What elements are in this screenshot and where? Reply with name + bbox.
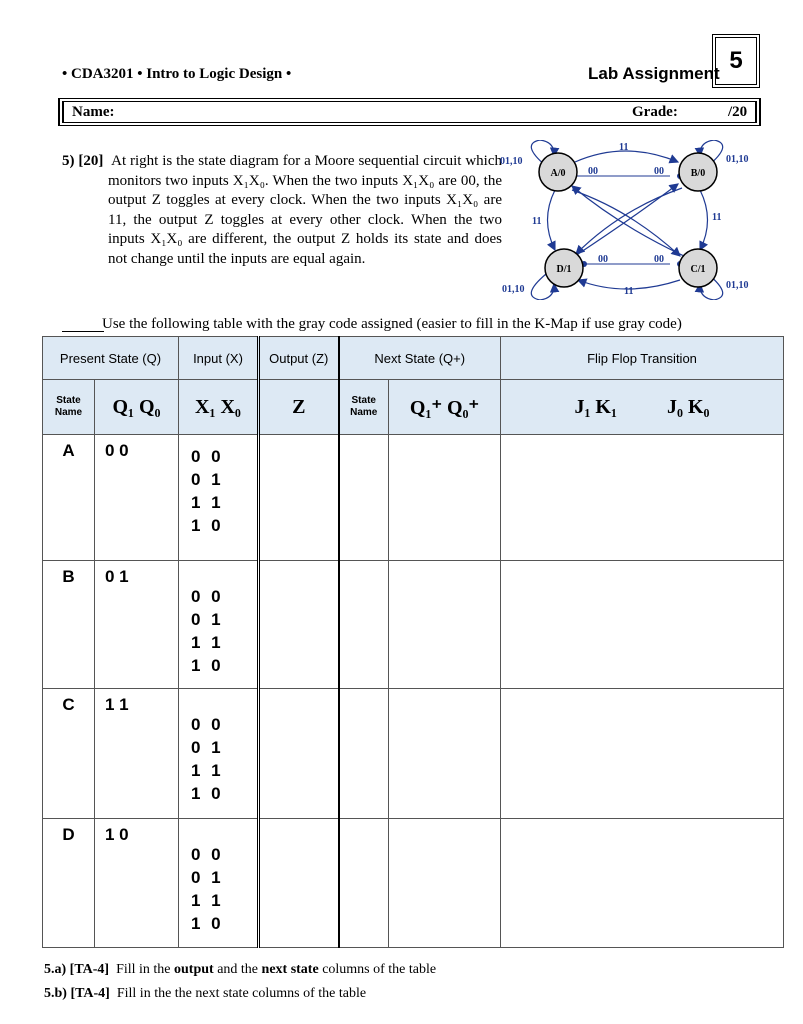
label-a-00: 00	[588, 166, 598, 177]
next-state-code-cell[interactable]	[389, 689, 501, 819]
problem-statement	[62, 152, 502, 269]
state-name-cell: D	[43, 819, 95, 948]
ff-transition-cell[interactable]	[501, 689, 784, 819]
next-state-name-cell[interactable]	[339, 819, 389, 948]
header-next-state-name: State Name	[339, 380, 389, 435]
header-q1q0-plus: Q₁⁺ Q₀⁺	[389, 380, 501, 435]
header-z: Z	[259, 380, 339, 435]
divider	[62, 331, 104, 332]
state-a	[539, 153, 577, 191]
output-cell[interactable]	[259, 689, 339, 819]
table-row	[43, 819, 784, 948]
inputs-cell: 0 0 0 1 1 1 1 0	[179, 435, 259, 561]
header-x1x0: X₁ X₀	[179, 380, 259, 435]
inputs-cell: 0 0 0 1 1 1 1 0	[179, 819, 259, 948]
header-present-state: Present State (Q)	[43, 337, 179, 380]
state-code-cell: 0 0	[95, 435, 179, 561]
state-code-cell: 0 1	[95, 561, 179, 689]
svg-text:C/1: C/1	[690, 264, 706, 275]
header-q1q0: Q₁ Q₀	[95, 380, 179, 435]
transition-b-c-11	[700, 190, 708, 250]
next-state-name-cell[interactable]	[339, 561, 389, 689]
state-d	[545, 249, 583, 287]
output-cell[interactable]	[259, 435, 339, 561]
ff-transition-cell[interactable]	[501, 819, 784, 948]
label-dc-bottom: 11	[624, 286, 634, 297]
state-name-cell: A	[43, 435, 95, 561]
inputs-cell: 0 0 0 1 1 1 1 0	[179, 689, 259, 819]
header-next-state: Next State (Q+)	[339, 337, 501, 380]
next-state-code-cell[interactable]	[389, 819, 501, 948]
task-5a: 5.a) [TA-4] Fill in the output and the next state columns of the table	[44, 962, 437, 977]
header-ff-transition: Flip Flop Transition	[501, 337, 784, 380]
grade-label: Grade:	[632, 104, 678, 120]
task-5b: 5.b) [TA-4] Fill in the the next state columns of the table	[44, 986, 367, 1001]
state-table	[42, 336, 784, 948]
state-c	[679, 249, 717, 287]
label-d-00: 00	[598, 254, 608, 265]
problem-number: 5) [20]	[62, 153, 104, 169]
header-output: Output (Z)	[259, 337, 339, 380]
table-row	[43, 689, 784, 819]
label-b-00: 00	[654, 166, 664, 177]
label-d-self: 01,10	[502, 284, 525, 295]
table-row	[43, 435, 784, 561]
label-c-self: 01,10	[726, 280, 749, 291]
lab-number: 5	[729, 47, 743, 74]
state-diagram	[500, 140, 770, 300]
output-cell[interactable]	[259, 819, 339, 948]
next-state-code-cell[interactable]	[389, 435, 501, 561]
label-a-self: 01,10	[500, 156, 523, 167]
output-cell[interactable]	[259, 561, 339, 689]
table-header-row	[43, 337, 784, 380]
state-name-cell: B	[43, 561, 95, 689]
svg-text:A/0: A/0	[550, 168, 566, 179]
lab-number-box	[712, 34, 760, 88]
lab-assignment-label: Lab Assignment	[588, 64, 720, 83]
course-title: • CDA3201 • Intro to Logic Design •	[62, 66, 292, 82]
next-state-name-cell[interactable]	[339, 435, 389, 561]
next-state-code-cell[interactable]	[389, 561, 501, 689]
label-b-self: 01,10	[726, 154, 749, 165]
svg-text:B/0: B/0	[690, 168, 706, 179]
state-code-cell: 1 0	[95, 819, 179, 948]
problem-text: At right is the state diagram for a Moore sequential circuit which monitors two inputs X₁X₀. When the two inputs X₁X₀ are 00, the output Z toggles at every clock. When the two inputs X₁X₀ are 11, the output Z toggles at every other clock. When the two inputs X₁X₀ are different, the output Z holds its state and does not change until the inputs are equal again.	[108, 153, 503, 267]
name-label: Name:	[72, 104, 115, 120]
header-input: Input (X)	[179, 337, 259, 380]
transition-a-d-11	[548, 190, 556, 250]
next-state-name-cell[interactable]	[339, 689, 389, 819]
table-instructions: Use the following table with the gray code assigned (easier to fill in the K-Map if use gray code)	[102, 316, 682, 332]
label-c-00: 00	[654, 254, 664, 265]
table-subheader-row	[43, 380, 784, 435]
transition-d-b	[572, 184, 678, 258]
state-code-cell: 1 1	[95, 689, 179, 819]
ff-transition-cell[interactable]	[501, 435, 784, 561]
table-row	[43, 561, 784, 689]
grade-total: /20	[728, 104, 748, 120]
svg-text:D/1: D/1	[556, 264, 572, 275]
state-name-cell: C	[43, 689, 95, 819]
header-jk: J₁ K₁ J₀ K₀	[501, 380, 784, 435]
label-right-11: 11	[712, 212, 722, 223]
state-b	[679, 153, 717, 191]
label-left-11: 11	[532, 216, 542, 227]
inputs-cell: 0 0 0 1 1 1 1 0	[179, 561, 259, 689]
ff-transition-cell[interactable]	[501, 561, 784, 689]
label-ab-top: 11	[619, 142, 629, 153]
header-state-name: State Name	[43, 380, 95, 435]
